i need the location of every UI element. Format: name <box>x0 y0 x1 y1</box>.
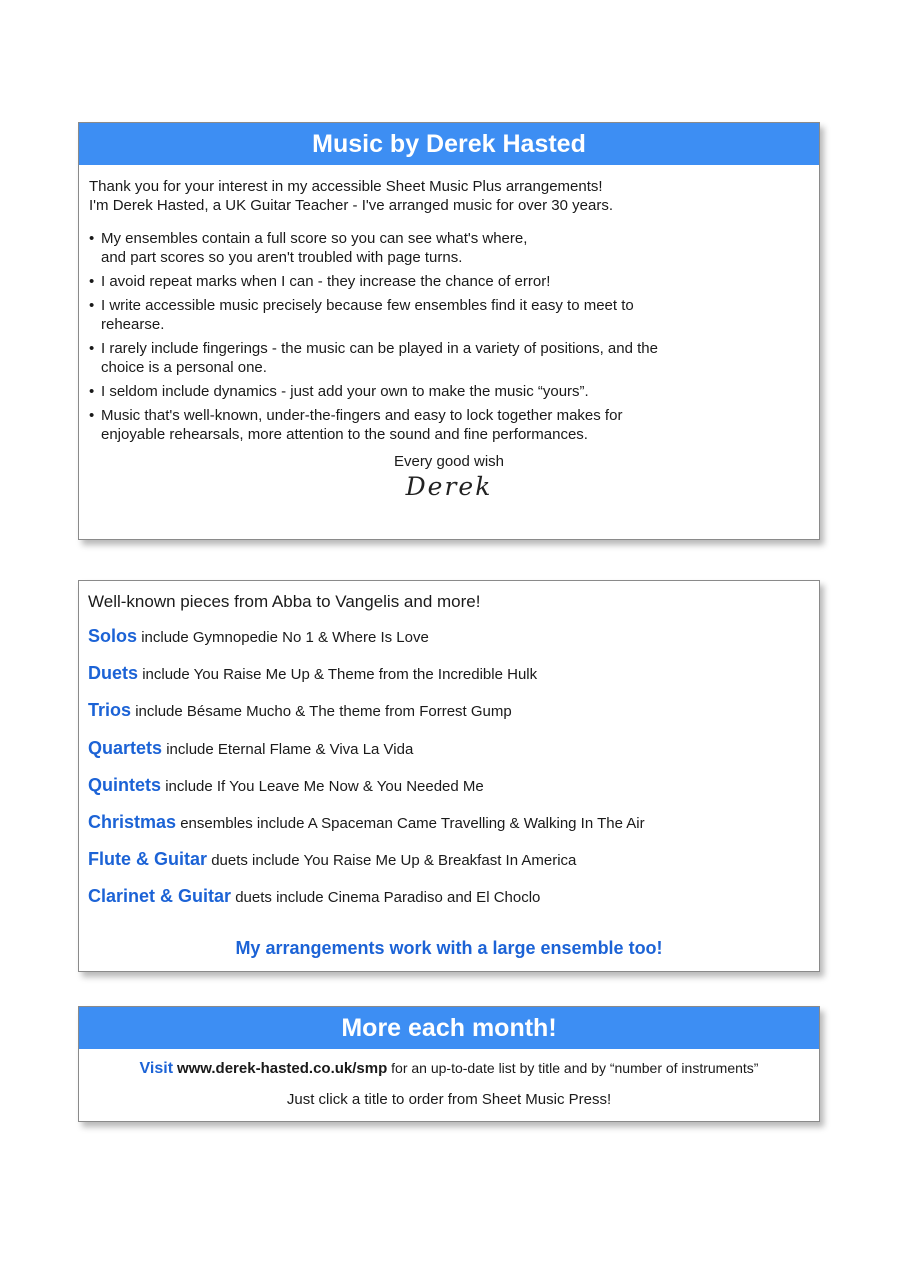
bullet-item: • I rarely include fingerings - the music can be played in a variety of positions, and the choice is a personal one. <box>89 340 658 376</box>
category-row-solos <box>88 626 810 663</box>
bullet-item: • My ensembles contain a full score so you can see what's where, and part scores so you aren't troubled with page turns. <box>89 230 528 266</box>
bullet-dot-icon: • <box>89 340 95 357</box>
category-row-duets <box>88 663 810 700</box>
more-body <box>79 1060 819 1108</box>
category-row-quintets <box>88 775 810 812</box>
pieces-body <box>79 581 819 959</box>
signature: Derek <box>405 472 493 501</box>
intro-body <box>79 165 819 501</box>
visit-line <box>79 1060 819 1078</box>
bullet-item: • I seldom include dynamics - just add your own to make the music “yours”. <box>89 383 589 400</box>
intro-line-1: Thank you for your interest in my accessible Sheet Music Plus arrangements! <box>89 178 603 195</box>
bullet-dot-icon: • <box>89 407 95 424</box>
category-name: Flute & Guitar <box>88 849 208 870</box>
category-name: Duets <box>88 663 139 684</box>
intro-line-2: I'm Derek Hasted, a UK Guitar Teacher - I've arranged music for over 30 years. <box>89 197 613 214</box>
visit-label: Visit <box>139 1060 174 1077</box>
bullet-item: • Music that's well-known, under-the-fingers and easy to lock together makes for enjoyable rehearsals, more attention to the sound and fine performances. <box>89 407 623 443</box>
category-row-clarinet-guitar <box>88 886 810 923</box>
category-name: Trios <box>88 700 132 721</box>
category-text: include If You Leave Me Now & You Needed Me <box>165 777 484 795</box>
category-row-flute-guitar <box>88 849 810 886</box>
category-text: include You Raise Me Up & Theme from the Incredible Hulk <box>142 666 538 684</box>
category-row-trios <box>88 700 810 737</box>
intro-paragraph <box>89 177 809 215</box>
intro-panel <box>78 122 820 540</box>
signoff: Every good wish <box>393 453 505 470</box>
category-text: include Gymnopedie No 1 & Where Is Love <box>141 629 429 646</box>
category-row-christmas <box>88 812 810 849</box>
bullet-item: • I avoid repeat marks when I can - they increase the chance of error! <box>89 273 551 290</box>
bullet-item: • I write accessible music precisely because few ensembles find it easy to meet to rehearse. <box>89 297 634 333</box>
bullet-dot-icon: • <box>89 273 95 290</box>
category-text: ensembles include A Spaceman Came Travelling & Walking In The Air <box>180 814 645 832</box>
category-row-quartets <box>88 738 810 775</box>
category-name: Solos <box>88 626 138 646</box>
category-name: Christmas <box>88 811 177 832</box>
bullet-dot-icon: • <box>89 383 95 400</box>
category-name: Quartets <box>88 737 163 758</box>
pieces-footer: My arrangements work with a large ensemble too! <box>235 937 663 958</box>
bullet-dot-icon: • <box>89 230 95 247</box>
order-line: Just click a title to order from Sheet Music Press! <box>286 1091 612 1108</box>
category-text: duets include Cinema Paradiso and El Choclo <box>235 889 541 907</box>
intro-title: Music by Derek Hasted <box>79 123 819 165</box>
more-title: More each month! <box>79 1007 819 1049</box>
website-url: www.derek-hasted.co.uk/smp <box>176 1060 388 1077</box>
more-panel <box>78 1006 820 1122</box>
pieces-intro: Well-known pieces from Abba to Vangelis and more! <box>88 592 481 611</box>
visit-text: for an up-to-date list by title and by “number of instruments” <box>391 1060 759 1076</box>
category-text: include Bésame Mucho & The theme from Forrest Gump <box>135 703 512 721</box>
category-name: Clarinet & Guitar <box>88 886 232 907</box>
pieces-panel <box>78 580 820 972</box>
category-text: duets include You Raise Me Up & Breakfast In America <box>211 852 577 870</box>
intro-bullet-list <box>89 229 809 444</box>
category-name: Quintets <box>88 774 162 795</box>
category-text: include Eternal Flame & Viva La Vida <box>166 740 414 758</box>
bullet-dot-icon: • <box>89 297 95 314</box>
